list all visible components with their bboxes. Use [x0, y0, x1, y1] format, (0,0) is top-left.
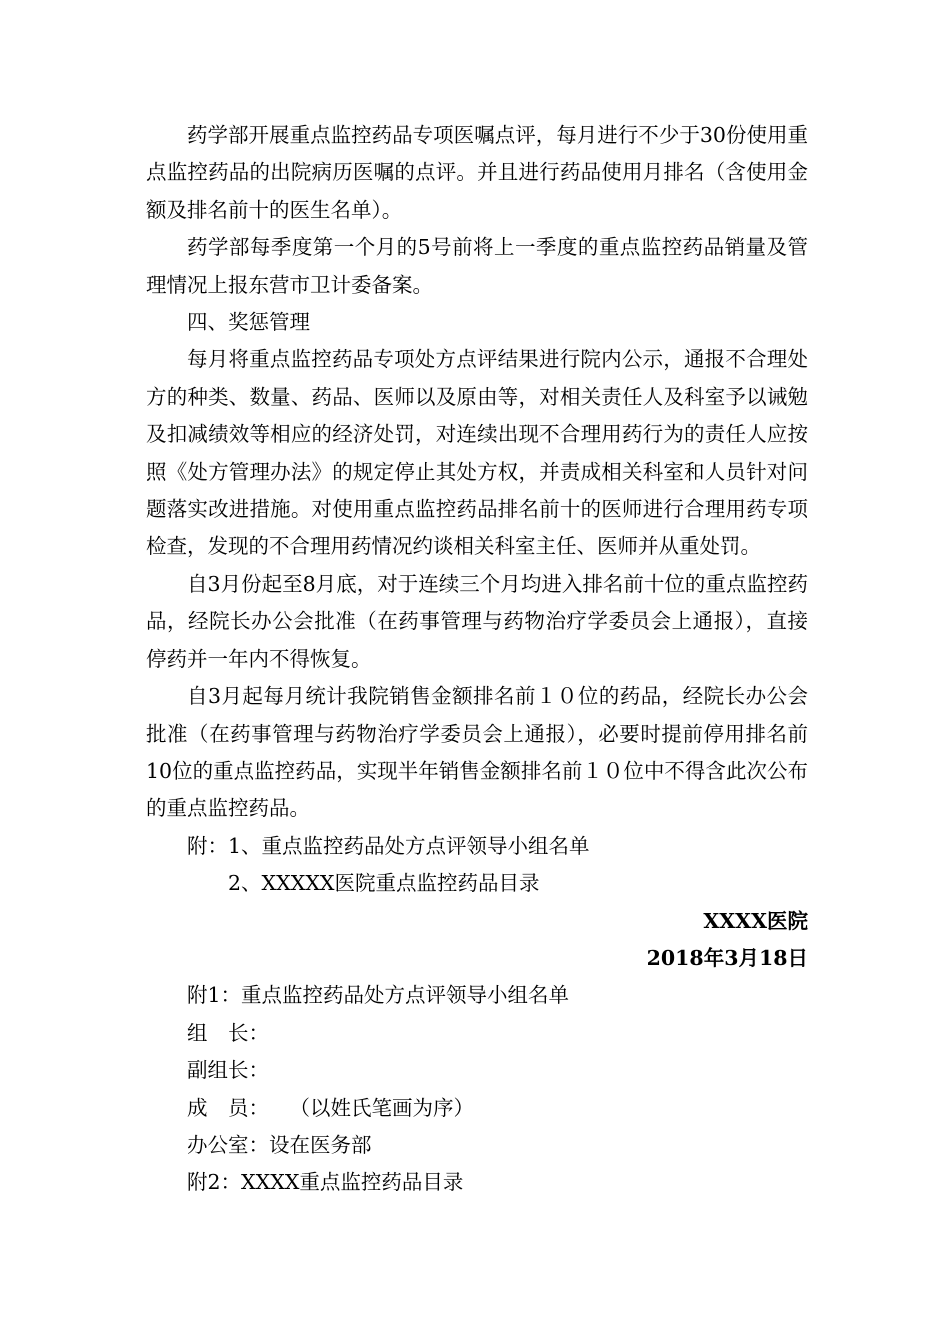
row-label: 办公室：: [187, 1132, 269, 1157]
row-value: （以姓氏笔画为序）: [258, 1095, 474, 1120]
attachment1-row-office: [146, 1127, 808, 1164]
attachment2-title: 附2：XXXX重点监控药品目录: [187, 1170, 464, 1195]
row-label: 组 长：: [187, 1020, 269, 1045]
paragraph-prescription-review: 药学部开展重点监控药品专项医嘱点评，每月进行不少于30份使用重点监控药品的出院病历医嘱的点评。并且进行药品使用月排名（含使用金额及排名前十的医生名单）。: [146, 123, 808, 222]
paragraph-sales-ranking: 自3月起每月统计我院销售金额排名前１０位的药品，经院长办公会批准（在药事管理与药物治疗学委员会上通报），必要时提前停用排名前10位的重点监控药品，实现半年销售金额排名前１０位中不得含此次公布的重点监控药品。: [146, 684, 808, 821]
document-page: [146, 117, 808, 1202]
paragraph-monthly-publicity: 每月将重点监控药品专项处方点评结果进行院内公示，通报不合理处方的种类、数量、药品、医师以及原由等，对相关责任人及科室予以诫勉及扣减绩效等相应的经济处罚，对连续出现不合理用药行为的责任人应按照《处方管理办法》的规定停止其处方权，并责成相关科室和人员针对问题落实改进措施。对使用重点监控药品排名前十的医师进行合理用药专项检查，发现的不合理用药情况约谈相关科室主任、医师并从重处罚。: [146, 347, 808, 559]
row-value: 设在医务部: [269, 1132, 372, 1157]
attachment1-row-leader: [146, 1015, 808, 1052]
paragraph-stop-drug: 自3月份起至8月底，对于连续三个月均进入排名前十位的重点监控药品，经院长办公会批准（在药事管理与药物治疗学委员会上通报），直接停药并一年内不得恢复。: [146, 571, 808, 671]
signature-org: XXXX医院: [703, 908, 808, 933]
section-heading-rewards: 四、奖惩管理: [187, 310, 310, 335]
attachment-list-line2: 2、XXXXX医院重点监控药品目录: [228, 871, 540, 896]
signature-date: 2018年3月18日: [646, 945, 808, 970]
attachment1-row-deputy: [146, 1052, 808, 1089]
attachment1-title: 附1：重点监控药品处方点评领导小组名单: [187, 983, 570, 1008]
paragraph-quarterly-report: 药学部每季度第一个月的5号前将上一季度的重点监控药品销量及管理情况上报东营市卫计委备案。: [146, 235, 808, 297]
row-label: 副组长：: [187, 1058, 269, 1083]
row-label: 成 员：: [187, 1095, 259, 1120]
attachment-list-line1: 附：1、重点监控药品处方点评领导小组名单: [187, 833, 590, 858]
attachment1-row-members: [146, 1090, 808, 1127]
